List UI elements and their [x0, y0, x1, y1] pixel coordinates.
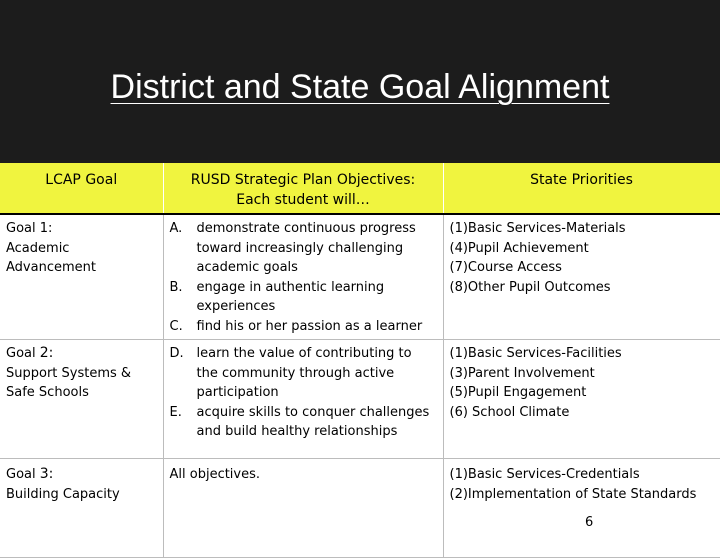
- header-state-priorities-label: State Priorities: [530, 172, 633, 188]
- priority-item: (2)Implementation of State Standards: [449, 486, 697, 502]
- objectives-cell: [163, 340, 443, 459]
- list-item: [170, 344, 437, 403]
- priority-item: (3)Parent Involvement: [449, 365, 595, 381]
- priority-item: (1)Basic Services-Facilities: [449, 346, 622, 361]
- goal-number: 2:: [39, 345, 54, 361]
- page-number: 6: [585, 515, 594, 530]
- goal-name: Academic Advancement: [6, 240, 96, 275]
- table-header-row: [0, 163, 720, 214]
- objective-letter: A.: [169, 221, 183, 236]
- goal-label: [6, 465, 157, 485]
- table-row: [0, 340, 720, 459]
- priority-item: (4)Pupil Achievement: [449, 240, 589, 256]
- goal-name: Building Capacity: [6, 486, 120, 502]
- header-lcap-goal: [0, 163, 163, 214]
- header-lcap-goal-label: LCAP Goal: [45, 172, 118, 188]
- objective-text: demonstrate continuous progress toward increasingly challenging academic goals: [196, 221, 416, 275]
- priority-item: (8)Other Pupil Outcomes: [449, 279, 611, 295]
- priority-item: (1)Basic Services-Materials: [449, 221, 626, 236]
- priorities-cell: [443, 214, 720, 340]
- priority-item: (5)Pupil Engagement: [449, 385, 587, 400]
- table-row: [0, 214, 720, 340]
- goal-number: 3:: [39, 466, 54, 482]
- objective-letter: B.: [169, 279, 183, 295]
- objective-text: engage in authentic learning experiences: [196, 279, 385, 314]
- table-row: [0, 459, 720, 558]
- priorities-cell: [443, 459, 720, 558]
- objective-text: acquire skills to conquer challenges and build healthy relationships: [196, 404, 430, 439]
- list-item: [170, 219, 437, 278]
- alignment-table: [0, 163, 720, 558]
- objectives-text: All objectives.: [169, 467, 261, 482]
- header-strategic-plan: [163, 163, 443, 214]
- goal-prefix: Goal: [6, 467, 40, 482]
- list-item: [170, 317, 437, 337]
- objective-text: find his or her passion as a learner: [196, 318, 423, 334]
- goal-cell: [0, 459, 163, 558]
- priority-item: (7)Course Access: [449, 260, 562, 275]
- objective-letter: D.: [169, 346, 184, 361]
- goal-cell: [0, 214, 163, 340]
- goal-label: Goal 1:: [6, 221, 53, 236]
- objectives-cell: [163, 214, 443, 340]
- objective-letter: E.: [169, 404, 182, 420]
- objectives-cell: [163, 459, 443, 558]
- priorities-cell: [443, 340, 720, 459]
- header-strategic-plan-line1: RUSD Strategic Plan Objectives:: [190, 172, 416, 188]
- goal-cell: [0, 340, 163, 459]
- objectives-list: [170, 344, 437, 442]
- goal-label: [6, 344, 157, 364]
- header-strategic-plan-line2: Each student will…: [236, 192, 370, 208]
- goal-prefix: Goal: [6, 346, 40, 361]
- objective-letter: C.: [169, 318, 183, 334]
- list-item: [170, 278, 437, 317]
- priority-item: (6) School Climate: [449, 404, 570, 420]
- header-state-priorities: [443, 163, 720, 214]
- list-item: [170, 403, 437, 442]
- goal-name: Support Systems & Safe Schools: [6, 365, 132, 400]
- slide-title: District and State Goal Alignment: [110, 68, 610, 106]
- priority-item: (1)Basic Services-Credentials: [449, 467, 640, 482]
- objectives-list: [170, 219, 437, 336]
- objective-text: learn the value of contributing to the community through active participation: [196, 346, 412, 400]
